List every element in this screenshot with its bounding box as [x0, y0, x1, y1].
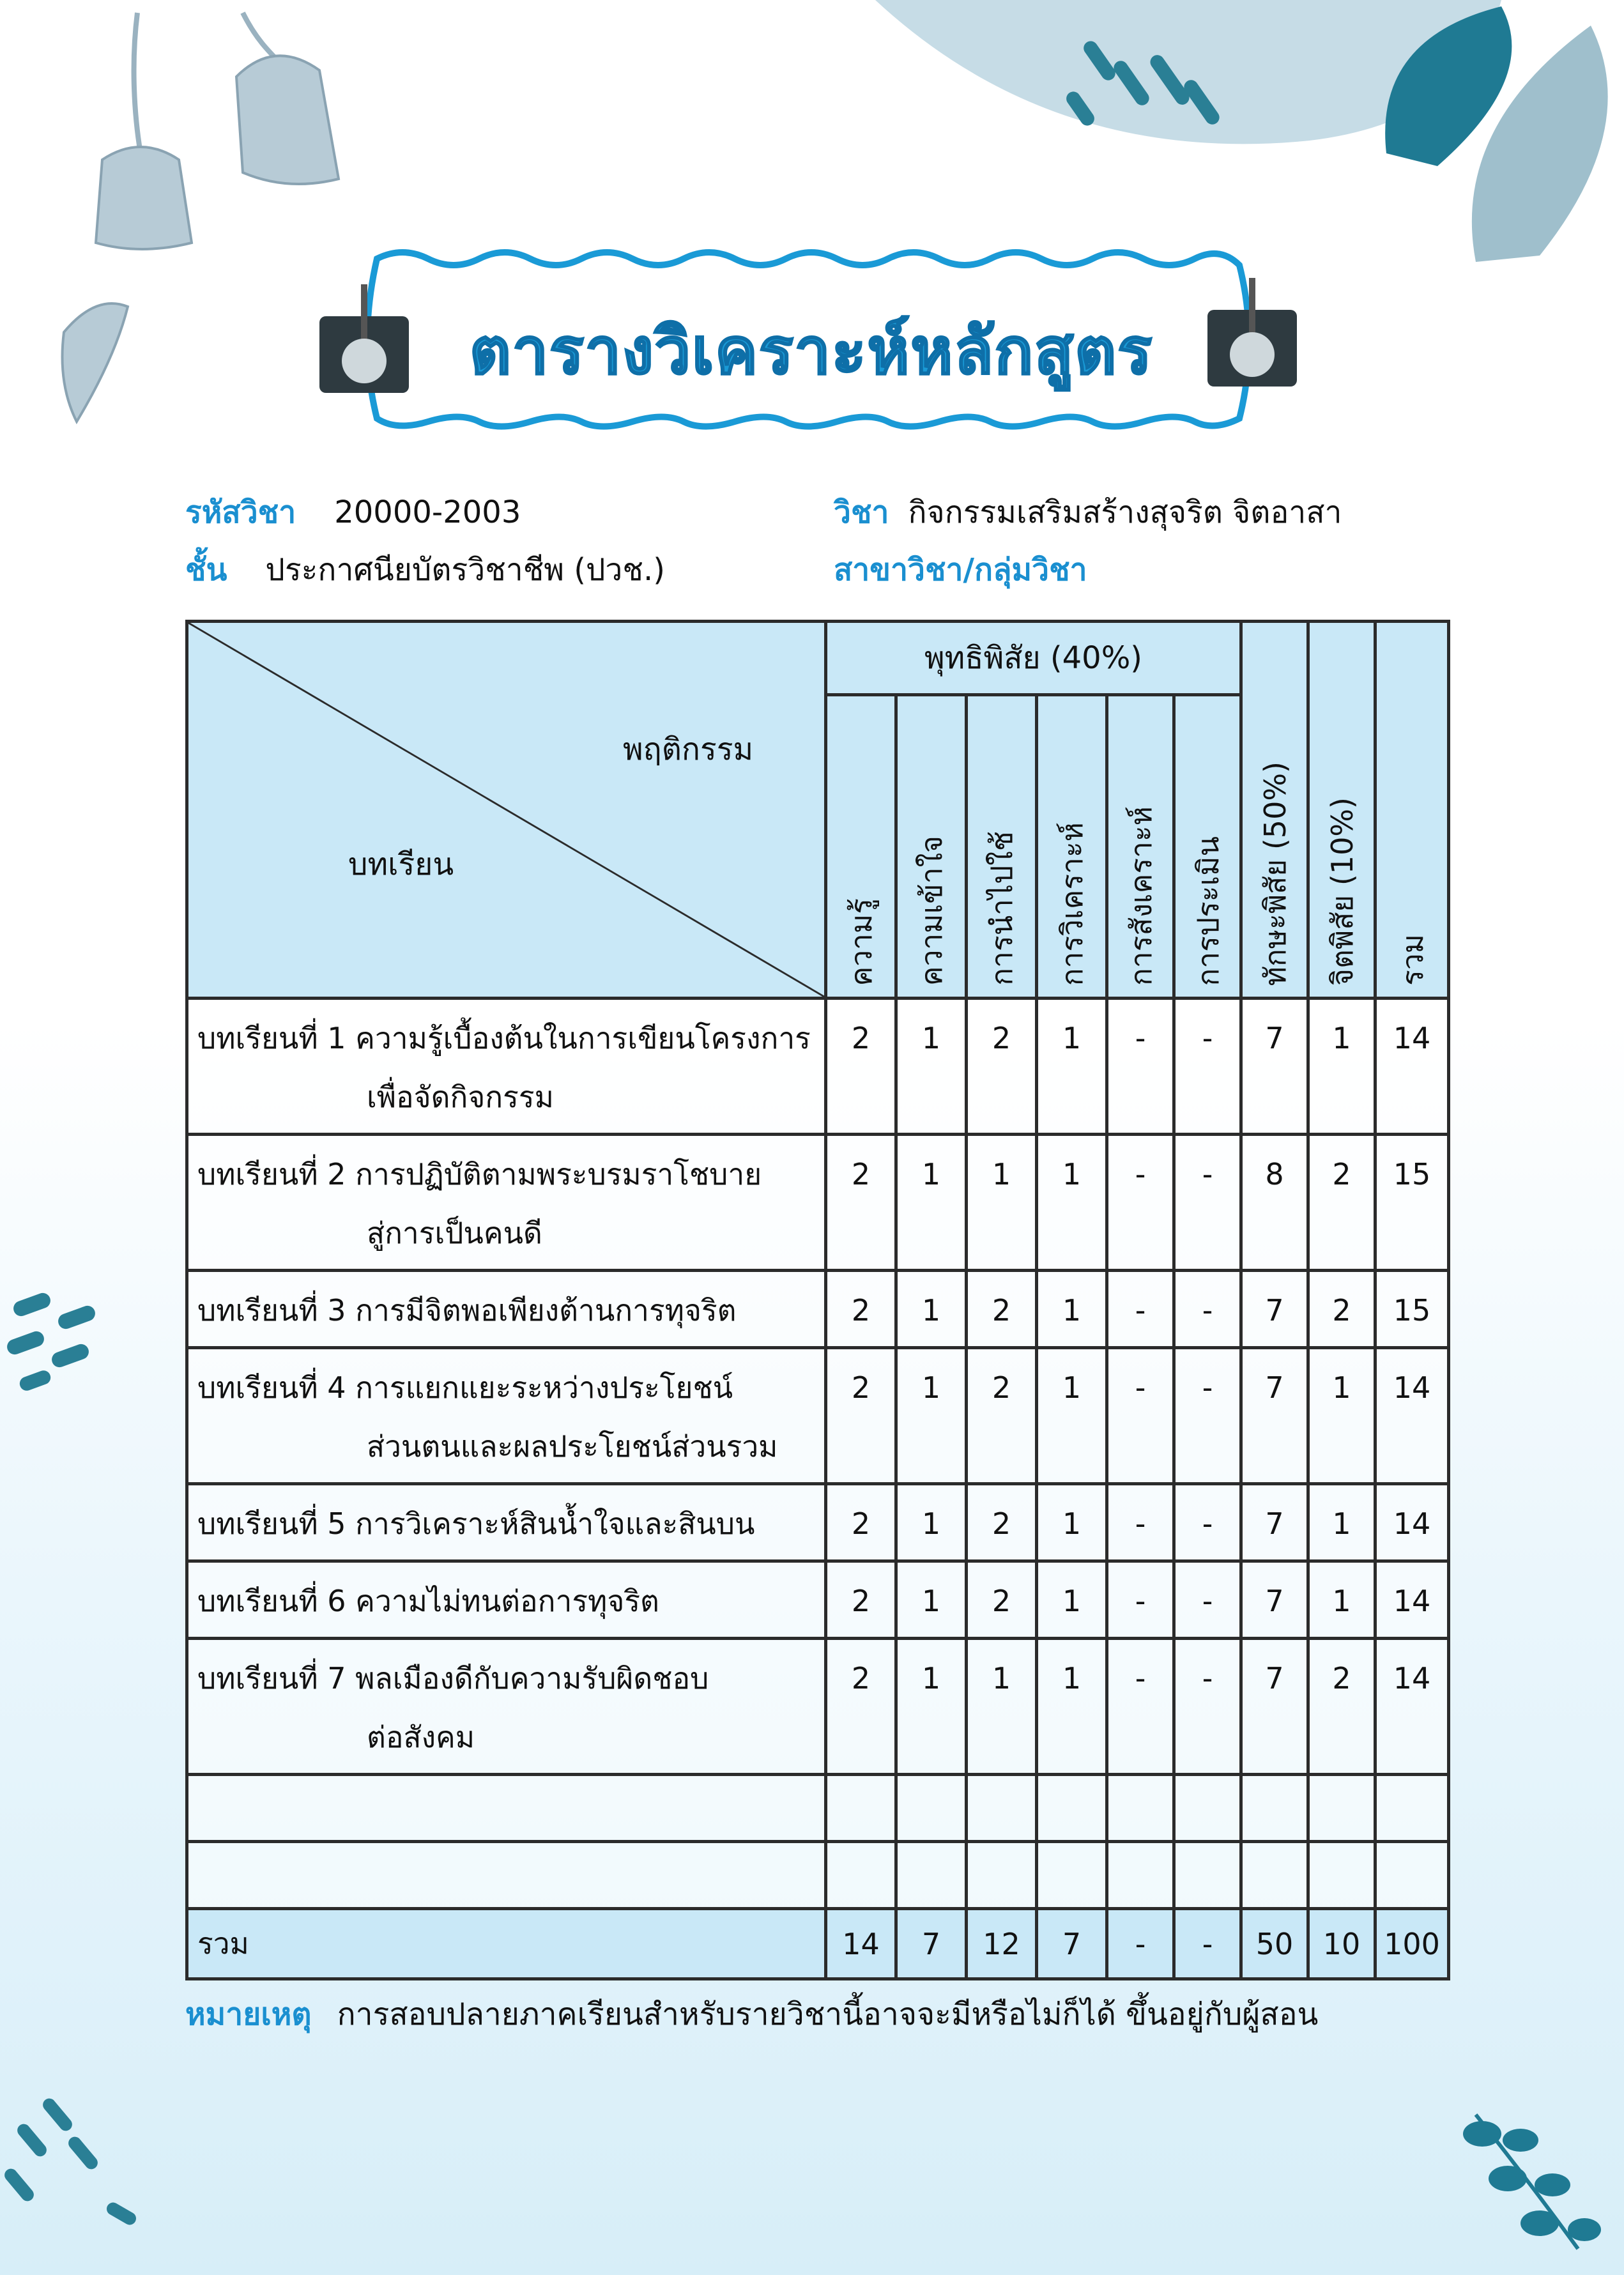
score-cell: 1 — [967, 1135, 1037, 1271]
score-cell: 1 — [1037, 1135, 1107, 1271]
score-cell: 1 — [896, 1639, 967, 1775]
score-cell: 2 — [1308, 1639, 1375, 1775]
score-cell: 7 — [1241, 999, 1308, 1135]
cognitive-header: พุทธิพิสัย (40%) — [826, 622, 1241, 695]
level: ประกาศนียบัตรวิชาชีพ (ปวช.) — [265, 552, 665, 588]
score-cell: 14 — [1375, 1348, 1449, 1484]
score-cell: 1 — [1037, 1484, 1107, 1561]
col-header-analysis: การวิเคราะห์ — [1037, 695, 1107, 999]
lesson-name-cell — [187, 1348, 826, 1484]
field-line — [834, 551, 1126, 589]
total-cell: - — [1107, 1909, 1174, 1979]
score-cell: 2 — [826, 1561, 896, 1639]
score-cell: - — [1107, 1135, 1174, 1271]
score-cell: - — [1174, 1348, 1241, 1484]
score-cell: 2 — [967, 1484, 1037, 1561]
score-cell: 14 — [1375, 1639, 1449, 1775]
lesson-title-continued: เพื่อจัดกิจกรรม — [367, 1080, 554, 1114]
score-cell: 1 — [1037, 1639, 1107, 1775]
lesson-title-continued: ต่อสังคม — [367, 1720, 475, 1754]
score-cell: 2 — [1308, 1271, 1375, 1348]
score-cell: 1 — [1037, 1348, 1107, 1484]
table-row — [187, 999, 1449, 1135]
score-cell: 1 — [896, 1561, 967, 1639]
score-cell: 1 — [896, 999, 967, 1135]
col-header-application: การนำไปใช้ — [967, 695, 1037, 999]
note-line — [185, 1990, 1318, 2039]
course-code-line — [185, 493, 521, 532]
total-cell: 7 — [896, 1909, 967, 1979]
leaf-decoration-icon — [862, 0, 1624, 275]
score-cell: 1 — [896, 1135, 967, 1271]
total-cell: 10 — [1308, 1909, 1375, 1979]
dots-decoration-icon — [0, 1284, 115, 1399]
score-cell: 2 — [967, 1561, 1037, 1639]
lesson-title: บทเรียนที่ 6 ความไม่ทนต่อการทุจริต — [197, 1584, 659, 1618]
lesson-title-continued: ส่วนตนและผลประโยชน์ส่วนรวม — [367, 1429, 778, 1464]
lesson-title: บทเรียนที่ 1 ความรู้เบื้องต้นในการเขียนโครงการ — [197, 1021, 811, 1055]
empty-row — [187, 1842, 1449, 1909]
lesson-title: บทเรียนที่ 7 พลเมืองดีกับความรับผิดชอบ — [197, 1661, 709, 1696]
col-header-skill: ทักษะพิสัย (50%) — [1241, 622, 1308, 999]
score-cell: 15 — [1375, 1135, 1449, 1271]
score-cell: - — [1107, 1271, 1174, 1348]
score-cell: 14 — [1375, 1561, 1449, 1639]
score-cell: 2 — [1308, 1135, 1375, 1271]
score-cell: 15 — [1375, 1271, 1449, 1348]
score-cell: 1 — [1308, 999, 1375, 1135]
score-cell: - — [1174, 1271, 1241, 1348]
lesson-title: บทเรียนที่ 2 การปฏิบัติตามพระบรมราโชบาย — [197, 1157, 762, 1191]
lesson-name-cell — [187, 1561, 826, 1639]
curriculum-table — [185, 620, 1450, 1980]
note-text: การสอบปลายภาคเรียนสำหรับรายวิชานี้อาจจะมีหรือไม่ก็ได้ ขึ้นอยู่กับผู้สอน — [337, 1996, 1319, 2032]
score-cell: - — [1174, 1561, 1241, 1639]
score-cell: - — [1107, 1639, 1174, 1775]
score-cell: 1 — [896, 1484, 967, 1561]
lesson-name-cell — [187, 999, 826, 1135]
page-title: ตารางวิเคราะห์หลักสูตร — [470, 314, 1153, 388]
corner-behavior-label: พฤติกรรม — [623, 732, 754, 767]
field-label: สาขาวิชา/กลุ่มวิชา — [834, 552, 1087, 588]
score-cell: 1 — [1308, 1561, 1375, 1639]
subject-line — [834, 493, 1342, 532]
score-cell: 14 — [1375, 999, 1449, 1135]
total-cell: - — [1174, 1909, 1241, 1979]
corner-header — [187, 622, 826, 999]
score-cell: 2 — [826, 1271, 896, 1348]
score-cell: - — [1174, 1135, 1241, 1271]
score-cell: 2 — [826, 1135, 896, 1271]
note-label: หมายเหตุ — [185, 1996, 312, 2032]
header-row — [187, 622, 1449, 695]
score-cell: 7 — [1241, 1484, 1308, 1561]
table-row — [187, 1135, 1449, 1271]
score-cell: 14 — [1375, 1484, 1449, 1561]
score-cell: 2 — [967, 999, 1037, 1135]
subject-label: วิชา — [834, 494, 889, 530]
total-label: รวม — [187, 1909, 826, 1979]
table-row — [187, 1271, 1449, 1348]
corner-lesson-label: บทเรียน — [348, 846, 454, 882]
score-cell: 1 — [967, 1639, 1037, 1775]
lesson-title: บทเรียนที่ 5 การวิเคราะห์สินน้ำใจและสินบน — [197, 1506, 755, 1541]
lesson-title-continued: สู่การเป็นคนดี — [367, 1216, 542, 1250]
score-cell: 8 — [1241, 1135, 1308, 1271]
col-header-evaluation: การประเมิน — [1174, 695, 1241, 999]
table-row — [187, 1484, 1449, 1561]
score-cell: - — [1174, 999, 1241, 1135]
total-cell: 7 — [1037, 1909, 1107, 1979]
course-code: 20000-2003 — [334, 494, 521, 530]
score-cell: - — [1107, 1484, 1174, 1561]
score-cell: - — [1174, 1484, 1241, 1561]
score-cell: 7 — [1241, 1561, 1308, 1639]
total-cell: 50 — [1241, 1909, 1308, 1979]
score-cell: 1 — [1037, 1561, 1107, 1639]
total-cell: 14 — [826, 1909, 896, 1979]
table-row — [187, 1561, 1449, 1639]
score-cell: 2 — [826, 1348, 896, 1484]
subject: กิจกรรมเสริมสร้างสุจริต จิตอาสา — [908, 494, 1342, 530]
lesson-name-cell — [187, 1135, 826, 1271]
score-cell: 7 — [1241, 1639, 1308, 1775]
total-cell: 100 — [1375, 1909, 1449, 1979]
lesson-name-cell — [187, 1484, 826, 1561]
score-cell: 1 — [1308, 1348, 1375, 1484]
score-cell: 7 — [1241, 1271, 1308, 1348]
diagonal-line — [188, 623, 824, 997]
plant-decoration-icon — [1450, 2102, 1604, 2262]
level-label: ชั้น — [185, 552, 227, 588]
lesson-title: บทเรียนที่ 4 การแยกแยะระหว่างประโยชน์ — [197, 1370, 733, 1405]
lesson-name-cell — [187, 1639, 826, 1775]
score-cell: - — [1107, 1561, 1174, 1639]
dots-decoration-icon — [0, 2083, 166, 2236]
col-header-comprehension: ความเข้าใจ — [896, 695, 967, 999]
score-cell: 1 — [896, 1271, 967, 1348]
col-header-total: รวม — [1375, 622, 1449, 999]
score-cell: - — [1174, 1639, 1241, 1775]
score-cell: 2 — [967, 1271, 1037, 1348]
table-row — [187, 1348, 1449, 1484]
score-cell: 1 — [1308, 1484, 1375, 1561]
course-code-label: รหัสวิชา — [185, 494, 296, 530]
total-row — [187, 1909, 1449, 1979]
score-cell: 2 — [826, 1639, 896, 1775]
score-cell: 1 — [1037, 999, 1107, 1135]
col-header-synthesis: การสังเคราะห์ — [1107, 695, 1174, 999]
score-cell: - — [1107, 1348, 1174, 1484]
score-cell: 1 — [1037, 1271, 1107, 1348]
score-cell: 7 — [1241, 1348, 1308, 1484]
score-cell: 2 — [826, 1484, 896, 1561]
score-cell: 1 — [896, 1348, 967, 1484]
col-header-affective: จิตพิสัย (10%) — [1308, 622, 1375, 999]
lesson-name-cell — [187, 1271, 826, 1348]
total-cell: 12 — [967, 1909, 1037, 1979]
level-line — [185, 551, 665, 589]
empty-row — [187, 1775, 1449, 1842]
score-cell: - — [1107, 999, 1174, 1135]
score-cell: 2 — [967, 1348, 1037, 1484]
col-header-knowledge: ความรู้ — [826, 695, 896, 999]
table-row — [187, 1639, 1449, 1775]
lesson-title: บทเรียนที่ 3 การมีจิตพอเพียงต้านการทุจริต — [197, 1293, 737, 1328]
score-cell: 2 — [826, 999, 896, 1135]
